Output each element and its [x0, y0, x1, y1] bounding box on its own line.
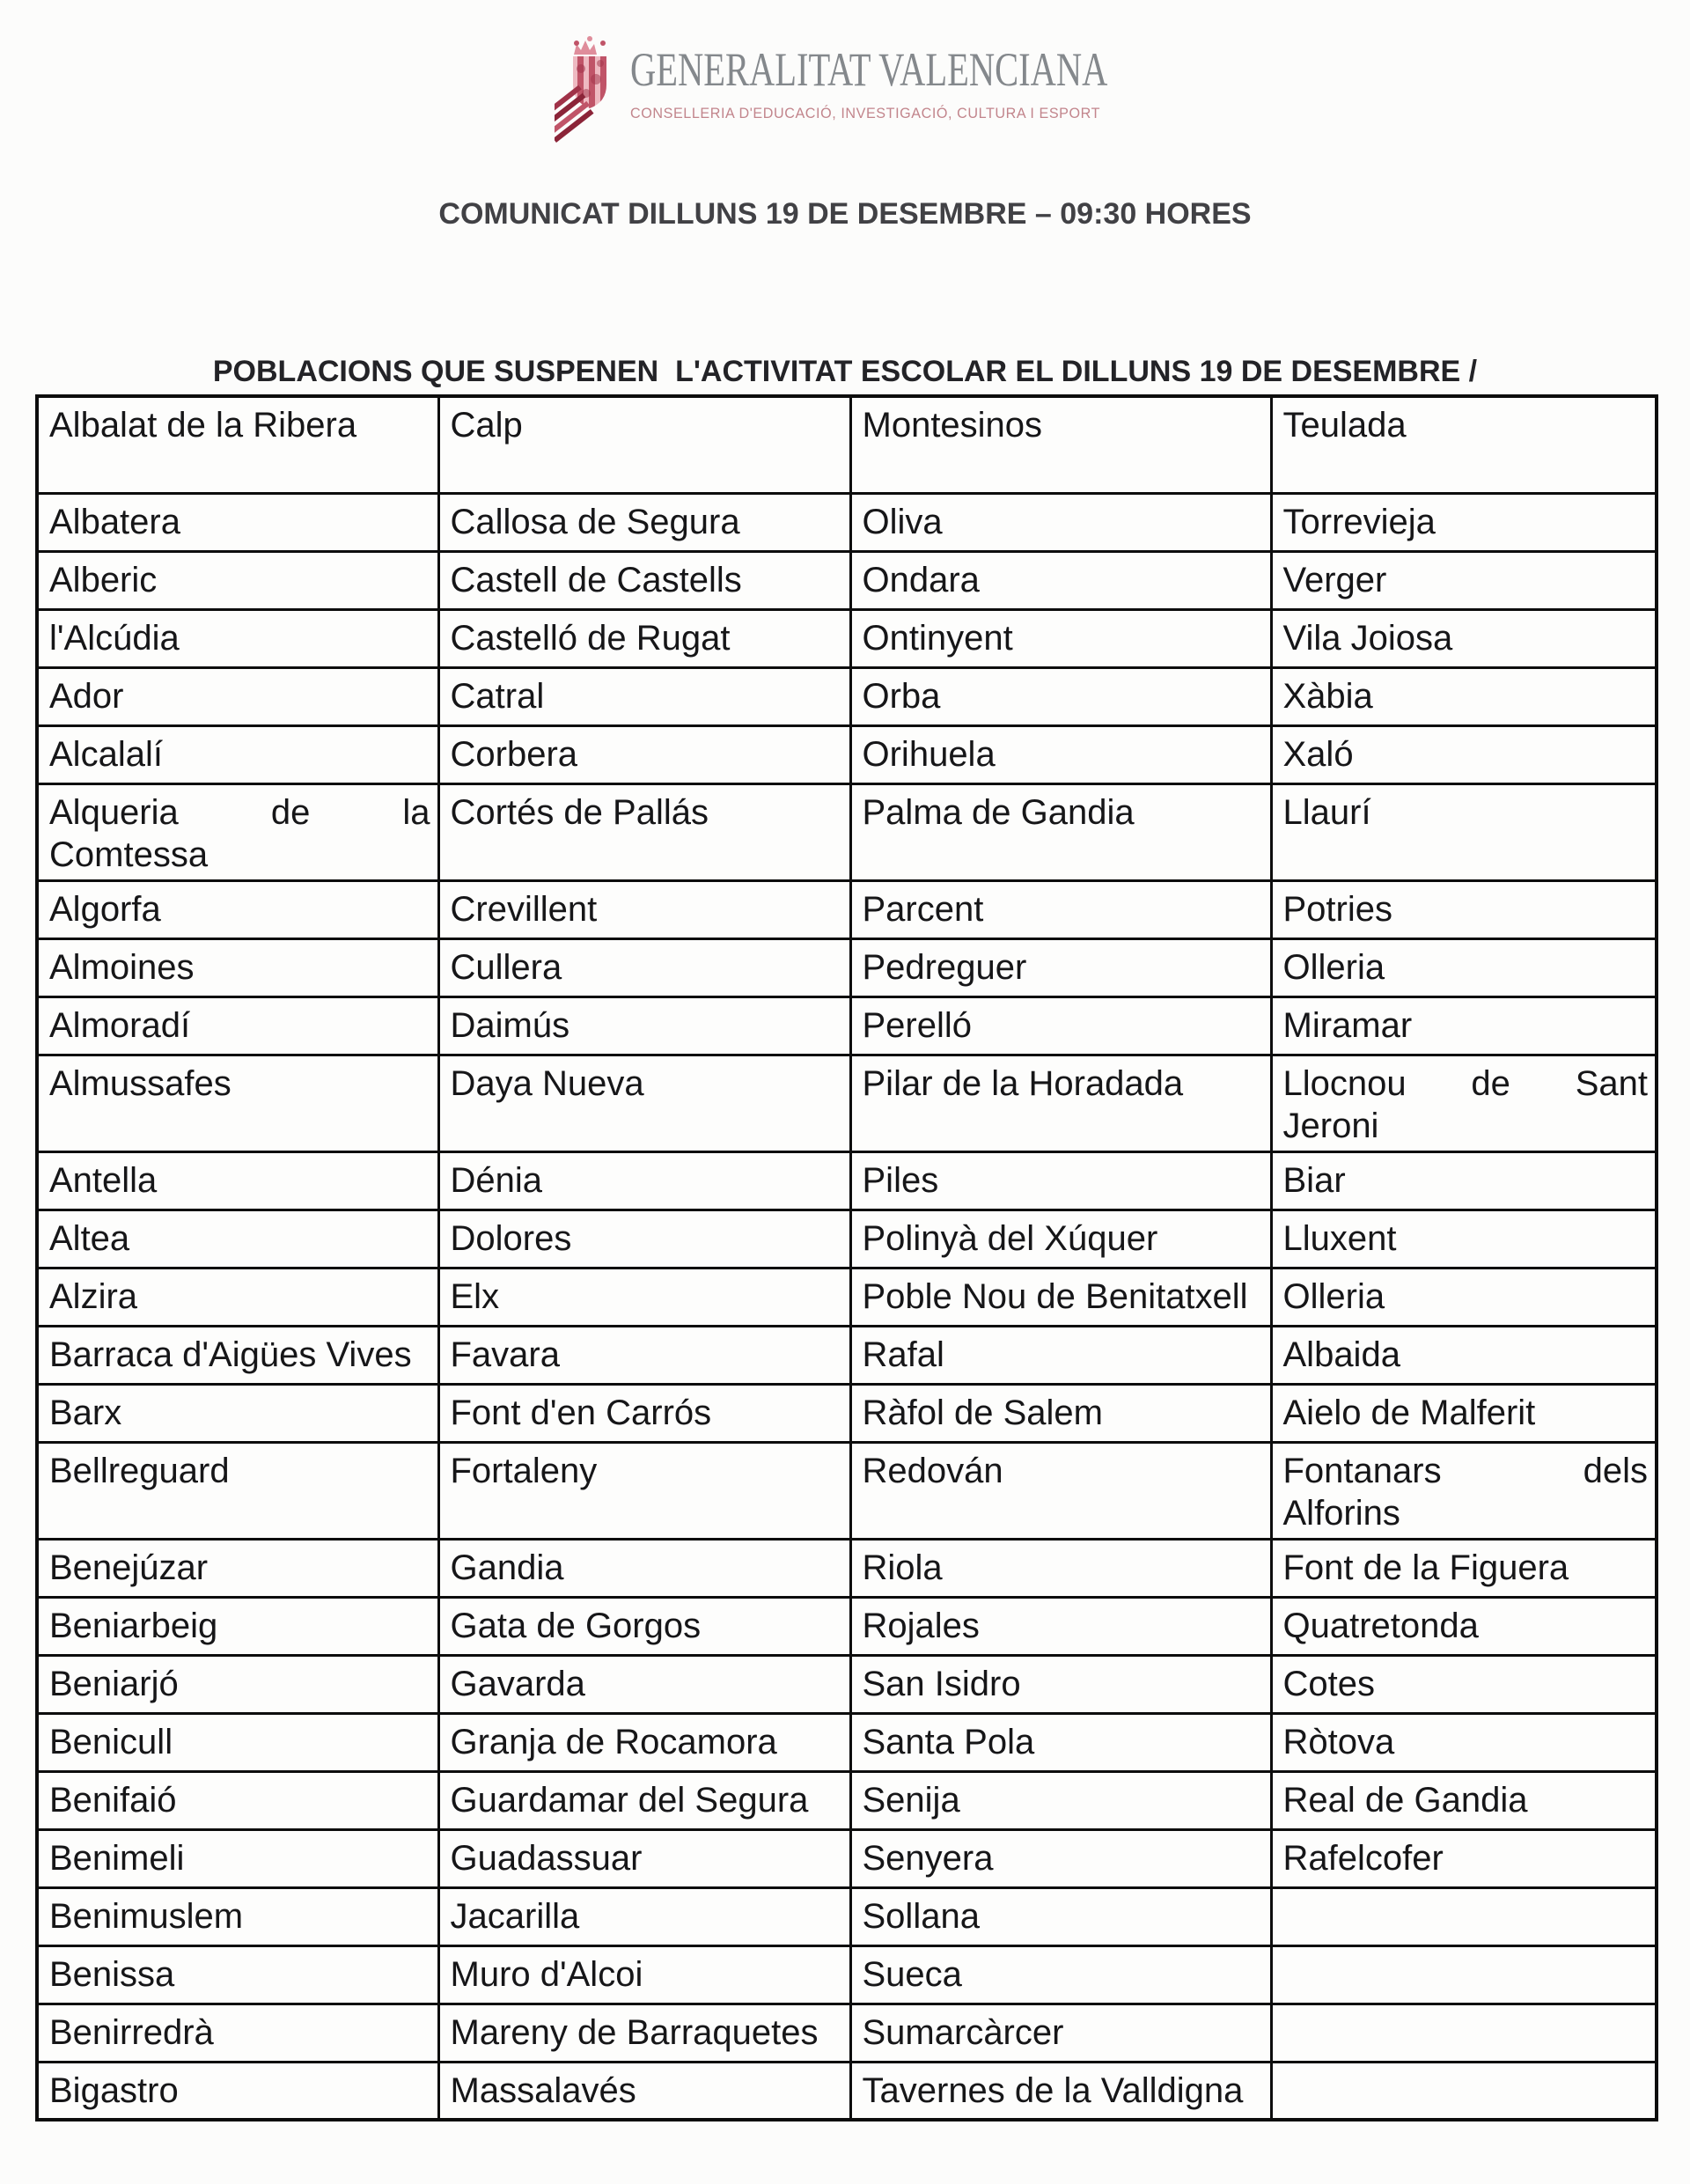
municipality-cell	[1271, 2004, 1657, 2062]
municipality-cell	[37, 783, 438, 880]
municipality-cell: Almoradí	[37, 996, 438, 1055]
municipality-cell: Barraca d'Aigües Vives	[37, 1326, 438, 1384]
municipality-cell: Torrevieja	[1271, 493, 1657, 551]
municipality-cell: Almussafes	[37, 1055, 438, 1151]
municipality-cell: Beniarjó	[37, 1655, 438, 1713]
table-row	[37, 725, 1657, 783]
municipality-cell: Oliva	[850, 493, 1271, 551]
municipality-cell: Antella	[37, 1151, 438, 1210]
municipality-cell: Cotes	[1271, 1655, 1657, 1713]
logo-subtitle: CONSELLERIA D'EDUCACIÓ, INVESTIGACIÓ, CULTURA I ESPORT	[629, 105, 1100, 121]
municipality-cell: Jacarilla	[438, 1887, 850, 1945]
municipality-cell: Ador	[37, 667, 438, 725]
municipality-cell: Ontinyent	[850, 609, 1271, 667]
table-row	[37, 938, 1657, 996]
municipality-cell: Bellreguard	[37, 1442, 438, 1539]
municipality-cell: Gavarda	[438, 1655, 850, 1713]
municipality-cell: Teulada	[1271, 396, 1657, 493]
municipality-cell: Ràfol de Salem	[850, 1384, 1271, 1442]
municipality-cell: Poble Nou de Benitatxell	[850, 1268, 1271, 1326]
table-row	[37, 1771, 1657, 1829]
table-row	[37, 996, 1657, 1055]
municipality-cell: Perelló	[850, 996, 1271, 1055]
municipality-cell	[1271, 1945, 1657, 2004]
municipality-cell: Rojales	[850, 1597, 1271, 1655]
municipality-cell: Cortés de Pallás	[438, 783, 850, 880]
municipality-cell: Orba	[850, 667, 1271, 725]
municipality-cell: Pilar de la Horadada	[850, 1055, 1271, 1151]
municipality-cell: Rafelcofer	[1271, 1829, 1657, 1887]
municipality-cell: l'Alcúdia	[37, 609, 438, 667]
table-row	[37, 880, 1657, 938]
table-row	[37, 396, 1657, 493]
table-row	[37, 1151, 1657, 1210]
municipality-cell: Benejúzar	[37, 1539, 438, 1597]
table-row	[37, 1326, 1657, 1384]
municipality-cell: Real de Gandia	[1271, 1771, 1657, 1829]
logo	[0, 35, 1690, 148]
municipality-cell: Benicull	[37, 1713, 438, 1771]
municipality-cell: Tavernes de la Valldigna	[850, 2062, 1271, 2120]
municipality-cell: Palma de Gandia	[850, 783, 1271, 880]
municipality-cell: Muro d'Alcoi	[438, 1945, 850, 2004]
municipality-cell	[1271, 1442, 1657, 1539]
municipality-cell: Ondara	[850, 551, 1271, 609]
subject-heading-line1: POBLACIONS QUE SUSPENEN L'ACTIVITAT ESCOLAR EL DILLUNS 19 DE DESEMBRE /	[212, 355, 1478, 389]
table-row	[37, 1945, 1657, 2004]
municipality-cell: Guadassuar	[438, 1829, 850, 1887]
municipality-cell: Xaló	[1271, 725, 1657, 783]
municipality-cell: Fortaleny	[438, 1442, 850, 1539]
table-row	[37, 1384, 1657, 1442]
municipality-cell: Guardamar del Segura	[438, 1771, 850, 1829]
gv-coat-of-arms-icon	[555, 35, 616, 148]
municipality-cell: Barx	[37, 1384, 438, 1442]
table-row	[37, 1268, 1657, 1326]
municipality-cell: Benimuslem	[37, 1887, 438, 1945]
logo-text-block	[630, 35, 1136, 122]
municipality-cell: Sumarcàrcer	[850, 2004, 1271, 2062]
table-row	[37, 1055, 1657, 1151]
municipality-cell: Font d'en Carrós	[438, 1384, 850, 1442]
municipality-cell: Montesinos	[850, 396, 1271, 493]
municipality-cell: Cullera	[438, 938, 850, 996]
municipality-cell: Dolores	[438, 1210, 850, 1268]
municipality-cell: Alberic	[37, 551, 438, 609]
municipality-cell: Orihuela	[850, 725, 1271, 783]
municipality-cell: Albalat de la Ribera	[37, 396, 438, 493]
municipality-cell: Bigastro	[37, 2062, 438, 2120]
municipality-cell-line: Alqueria de la	[49, 792, 430, 832]
table-row	[37, 1655, 1657, 1713]
municipality-cell: Albatera	[37, 493, 438, 551]
table-row	[37, 1442, 1657, 1539]
municipality-cell: Massalavés	[438, 2062, 850, 2120]
communique-heading: COMUNICAT DILLUNS 19 DE DESEMBRE – 09:30 HORES	[438, 197, 1252, 231]
table-row	[37, 1887, 1657, 1945]
table-row	[37, 1210, 1657, 1268]
municipality-cell: San Isidro	[850, 1655, 1271, 1713]
municipality-cell: Piles	[850, 1151, 1271, 1210]
municipality-cell: Gandia	[438, 1539, 850, 1597]
municipality-cell: Almoines	[37, 938, 438, 996]
municipality-cell: Senyera	[850, 1829, 1271, 1887]
municipality-cell: Sollana	[850, 1887, 1271, 1945]
municipality-cell: Vila Joiosa	[1271, 609, 1657, 667]
municipality-cell: Alcalalí	[37, 725, 438, 783]
logo-wordmark: GENERALITAT VALENCIANA	[629, 43, 1107, 96]
municipality-cell-line: Llocnou de Sant	[1282, 1063, 1648, 1103]
municipality-cell	[1271, 1055, 1657, 1151]
municipality-cell: Gata de Gorgos	[438, 1597, 850, 1655]
municipality-cell: Olleria	[1271, 938, 1657, 996]
municipality-cell: Redován	[850, 1442, 1271, 1539]
municipality-cell: Callosa de Segura	[438, 493, 850, 551]
table-row	[37, 1539, 1657, 1597]
municipality-cell: Castelló de Rugat	[438, 609, 850, 667]
municipality-cell-line: Comtessa	[49, 835, 209, 874]
municipality-cell: Altea	[37, 1210, 438, 1268]
municipality-cell: Alzira	[37, 1268, 438, 1326]
municipality-cell: Daimús	[438, 996, 850, 1055]
municipality-cell: Favara	[438, 1326, 850, 1384]
municipality-cell: Benifaió	[37, 1771, 438, 1829]
municipality-cell: Elx	[438, 1268, 850, 1326]
municipality-cell: Benirredrà	[37, 2004, 438, 2062]
municipality-cell: Polinyà del Xúquer	[850, 1210, 1271, 1268]
municipality-cell: Potries	[1271, 880, 1657, 938]
municipality-cell-line: Alforins	[1282, 1493, 1400, 1533]
municipality-cell: Benissa	[37, 1945, 438, 2004]
municipality-cell: Aielo de Malferit	[1271, 1384, 1657, 1442]
municipalities-table	[35, 394, 1658, 2121]
municipality-cell: Xàbia	[1271, 667, 1657, 725]
municipalities-table-wrap	[35, 394, 1658, 2121]
municipality-cell: Verger	[1271, 551, 1657, 609]
table-row	[37, 551, 1657, 609]
table-row	[37, 493, 1657, 551]
municipality-cell: Beniarbeig	[37, 1597, 438, 1655]
municipality-cell: Daya Nueva	[438, 1055, 850, 1151]
municipality-cell: Riola	[850, 1539, 1271, 1597]
municipality-cell	[1271, 2062, 1657, 2120]
municipality-cell: Lluxent	[1271, 1210, 1657, 1268]
municipality-cell: Pedreguer	[850, 938, 1271, 996]
municipality-cell: Biar	[1271, 1151, 1657, 1210]
municipality-cell: Rafal	[850, 1326, 1271, 1384]
municipality-cell: Mareny de Barraquetes	[438, 2004, 850, 2062]
municipality-cell: Granja de Rocamora	[438, 1713, 850, 1771]
municipality-cell: Font de la Figuera	[1271, 1539, 1657, 1597]
municipality-cell: Catral	[438, 667, 850, 725]
municipality-cell: Castell de Castells	[438, 551, 850, 609]
municipality-cell: Santa Pola	[850, 1713, 1271, 1771]
municipality-cell: Parcent	[850, 880, 1271, 938]
municipality-cell: Senija	[850, 1771, 1271, 1829]
table-row	[37, 1597, 1657, 1655]
municipality-cell: Olleria	[1271, 1268, 1657, 1326]
municipality-cell: Sueca	[850, 1945, 1271, 2004]
municipality-cell	[1271, 1887, 1657, 1945]
municipality-cell: Benimeli	[37, 1829, 438, 1887]
municipality-cell: Ròtova	[1271, 1713, 1657, 1771]
municipality-cell: Crevillent	[438, 880, 850, 938]
table-row	[37, 667, 1657, 725]
municipality-cell: Miramar	[1271, 996, 1657, 1055]
municipality-cell: Algorfa	[37, 880, 438, 938]
municipality-cell: Quatretonda	[1271, 1597, 1657, 1655]
table-row	[37, 609, 1657, 667]
municipality-cell: Corbera	[438, 725, 850, 783]
table-row	[37, 2062, 1657, 2120]
municipality-cell: Calp	[438, 396, 850, 493]
table-row	[37, 2004, 1657, 2062]
municipality-cell-line: Jeroni	[1282, 1106, 1379, 1145]
table-row	[37, 1829, 1657, 1887]
municipality-cell: Llaurí	[1271, 783, 1657, 880]
municipalities-table-body	[37, 396, 1657, 2120]
table-row	[37, 1713, 1657, 1771]
municipality-cell: Albaida	[1271, 1326, 1657, 1384]
municipality-cell: Dénia	[438, 1151, 850, 1210]
municipality-cell-line: Fontanars dels	[1282, 1451, 1648, 1490]
table-row	[37, 783, 1657, 880]
